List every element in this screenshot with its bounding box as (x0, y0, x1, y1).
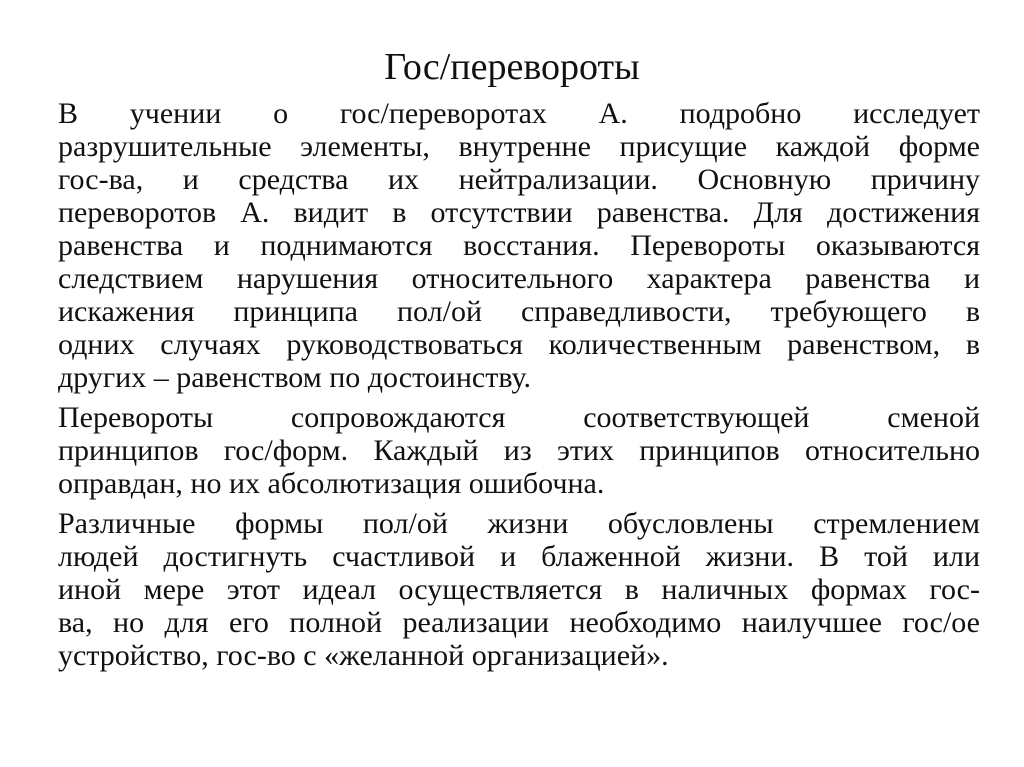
paragraph (58, 507, 980, 672)
paragraph-line: Различные формы пол/ой жизни обусловлены стремлением (58, 507, 980, 540)
paragraph-line: равенства и поднимаются восстания. Перевороты оказываются (58, 229, 980, 262)
paragraph-line: людей достигнуть счастливой и блаженной жизни. В той или (58, 540, 980, 573)
paragraph (58, 401, 980, 500)
paragraph-line: иной мере этот идеал осуществляется в наличных формах гос- (58, 573, 980, 606)
slide-body (58, 97, 980, 679)
slide-title: Гос/перевороты (384, 46, 640, 88)
paragraph (58, 97, 980, 394)
paragraph-line: Перевороты сопровождаются соответствующей сменой (58, 401, 980, 434)
paragraph-line: гос-ва, и средства их нейтрализации. Основную причину (58, 163, 980, 196)
paragraph-line: одних случаях руководствоваться количественным равенством, в (58, 328, 980, 361)
paragraph-line: переворотов А. видит в отсутствии равенства. Для достижения (58, 196, 980, 229)
paragraph-line: искажения принципа пол/ой справедливости, требующего в (58, 295, 980, 328)
paragraph-line: других – равенством по достоинству. (58, 361, 531, 394)
paragraph-line: В учении о гос/переворотах А. подробно исследует (58, 97, 980, 130)
paragraph-line: разрушительные элементы, внутренне присущие каждой форме (58, 130, 980, 163)
paragraph-line: оправдан, но их абсолютизация ошибочна. (58, 467, 605, 500)
paragraph-line: следствием нарушения относительного характера равенства и (58, 262, 980, 295)
paragraph-line: ва, но для его полной реализации необходимо наилучшее гос/ое (58, 606, 980, 639)
paragraph-line: устройство, гос-во с «желанной организацией». (58, 639, 669, 672)
paragraph-line: принципов гос/форм. Каждый из этих принципов относительно (58, 434, 980, 467)
